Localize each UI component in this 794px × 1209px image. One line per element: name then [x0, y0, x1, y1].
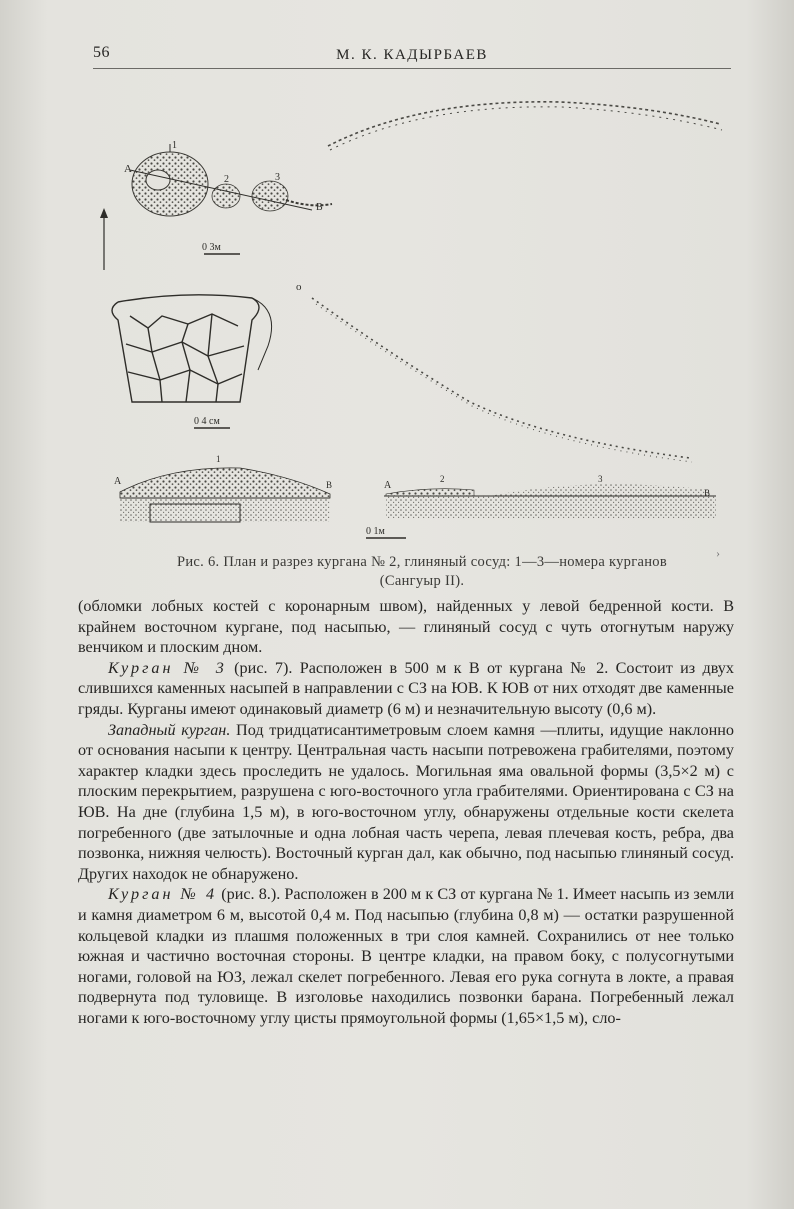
label-a-plan: А [124, 163, 132, 175]
label-b-sec2: В [704, 488, 711, 498]
label-1-sec: 1 [216, 454, 221, 464]
margin-mark: › [716, 546, 720, 560]
western-kurgan-heading: Западный курган. [108, 720, 231, 739]
paragraph-2-text: (рис. 7). Расположен в 500 м к В от кургана № 2. Состоит из двух слившихся каменных насыпей в направлении с СЗ на ЮВ. К ЮВ от них отходят две каменные гряды. Курганы имеют одинаковый диаметр (6 м) и незначительную высоту (0,6 м). [78, 658, 734, 718]
label-b-sec1: В [326, 480, 333, 490]
section-kurgan-2 [120, 468, 333, 522]
label-2-plan: 2 [224, 174, 229, 185]
label-3-plan: 3 [275, 172, 280, 183]
paragraph-4 [78, 884, 734, 1028]
running-title: М. К. КАДЫРБАЕВ [336, 47, 488, 63]
paragraph-2 [78, 658, 734, 720]
label-a-sec1: А [114, 476, 122, 487]
scale-vessel-label: 0 4 см [194, 416, 220, 427]
label-2-sec: 2 [440, 474, 445, 484]
clay-vessel [112, 295, 272, 402]
kurgan-3-heading: Курган № 3 [108, 658, 227, 677]
kurgan-4-heading: Курган № 4 [108, 885, 218, 904]
kurgan-plan [130, 144, 332, 216]
figure-caption [112, 553, 732, 591]
paragraph-3-text: Под тридцатисантиметровым слоем камня —плиты, идущие наклонно от основания насыпи к центру. Центральная часть насыпи потревожена грабителями, поэтому характер кладки здесь проследить не удалось. Могильная яма овальной формы (3,5×2 м) с плоским перекрытием, разрушена с юго-восточного угла грабителями. Ориентирована с СЗ на ЮВ. На дне (глубина 1,5 м), в юго-восточном углу, обнаружены отдельные кости скелета погребенного (две затылочные и одна лобная часть черепа, левая плечевая кость, ребра, два позвонка, нижняя челюсть). Восточный курган дал, как обычно, под насыпью глиняный сосуд. Других находок не обнаружено. [78, 720, 735, 883]
label-1-plan: 1 [172, 140, 177, 151]
label-3-sec: 3 [598, 474, 603, 484]
stone-ridge-top [328, 102, 722, 150]
figure-drawing [90, 84, 730, 554]
paragraph-1: (обломки лобных костей с коронарным швом), найденных у левой бедренной кости. В крайнем восточном кургане, под насыпью, — глиняный сосуд с чуть отогнутым наружу венчиком и плоским дном. [78, 597, 734, 657]
paragraph-4-text: (рис. 8.). Расположен в 200 м к СЗ от кургана № 1. Имеет насыпь из земли и камня диаметром 6 м, высотой 0,4 м. Под насыпью (глубина 0,8 м) — остатки разрушенной кольцевой кладки из плашмя положенных в три слоя камней. Сохранились от нее только южная и частично восточная стороны. В центре кладки, на правом боку, с полусогнутыми ногами, головой на ЮЗ, лежал скелет погребенного. Левая его рука согнута в локте, а правая подвернута под туловище. В изголовье находились позвонки барана. Погребенный лежал ногами к юго-восточному углу цисты прямоугольной формы (1,65×1,5 м), сло- [78, 885, 734, 1027]
running-head [93, 44, 731, 69]
page-number: 56 [93, 44, 110, 61]
body-text [78, 596, 734, 1028]
paragraph-3 [78, 720, 734, 885]
label-a-sec2: А [384, 480, 392, 491]
scale-plan-label: 0 3м [202, 242, 221, 253]
section-kurgans-2-3 [384, 484, 716, 518]
scale-section-label: 0 1м [366, 526, 385, 537]
label-o-mark: о [296, 281, 302, 293]
north-arrow [100, 208, 108, 270]
caption-line-1: Рис. 6. План и разрез кургана № 2, глиняный сосуд: 1—3—номера курганов [177, 554, 667, 570]
figure [90, 84, 730, 554]
stone-chain-diagonal [312, 298, 692, 462]
label-b-plan: В [316, 202, 323, 213]
caption-line-2: (Сангуыр II). [379, 573, 465, 589]
